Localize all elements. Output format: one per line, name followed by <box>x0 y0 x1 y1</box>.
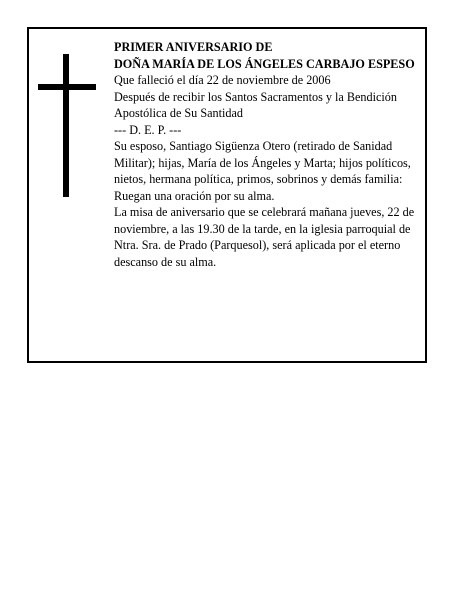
notice-heading-deceased-name: DOÑA MARÍA DE LOS ÁNGELES CARBAJO ESPESO <box>114 56 415 71</box>
cross-horizontal-bar <box>38 84 96 90</box>
death-date-line: Que falleció el día 22 de noviembre de 2006 <box>114 73 331 87</box>
dep-line: --- D. E. P. --- <box>114 122 182 137</box>
sacraments-line: Después de recibir los Santos Sacramentos y la Bendición Apostólica de Su Santidad <box>114 89 397 120</box>
notice-heading-anniversary: PRIMER ANIVERSARIO DE <box>114 40 273 54</box>
obituary-text <box>114 39 420 270</box>
mass-paragraph: La misa de aniversario que se celebrará mañana jueves, 22 de noviembre, a las 19.30 de la tarde, en la iglesia parroquial de Ntra. Sra. de Prado (Parquesol), será aplicada por el eterno descanso de su alma. <box>114 205 415 269</box>
family-paragraph: Su esposo, Santiago Sigüenza Otero (retirado de Sanidad Militar); hijas, María de los Ángeles y Marta; hijos políticos, nietos, hermana política, primos, sobrinos y demás familia: <box>114 139 411 186</box>
cross-vertical-bar <box>63 54 69 197</box>
prayer-request-line: Ruegan una oración por su alma. <box>114 188 275 203</box>
